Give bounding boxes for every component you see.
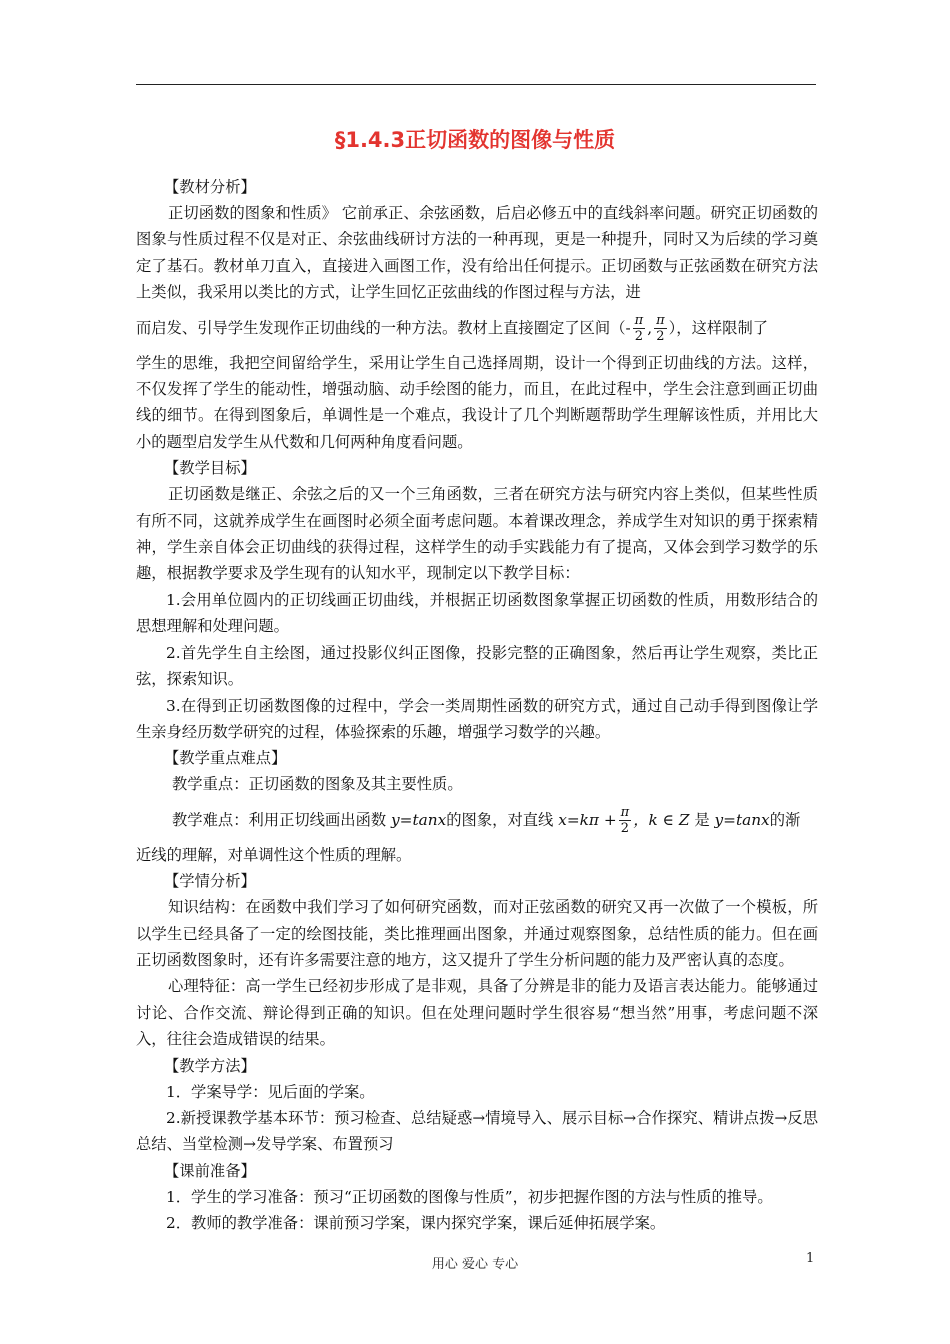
prep-item: 2．教师的教学准备：课前预习学案，课内探究学案，课后延伸拓展学案。 <box>166 1214 666 1233</box>
difficulty-text: 是 <box>689 810 715 829</box>
fraction-numerator: π <box>620 805 630 821</box>
prep-item: 1．学生的学习准备：预习“正切函数的图像与性质”，初步把握作图的方法与性质的推导。 <box>166 1187 773 1206</box>
analysis-paragraph: 正切函数的图象和性质》 它前承正、余弦函数，后启必修五中的直线斜率问题。研究正切函数的图象与性质过程不仅是对正、余弦曲线研讨方法的一种再现，更是一种提升，同时又为后续的学习奠定了基石。教材单刀直入，直接进入画图工作，没有给出任何提示。正切函数与正弦函数在研究方法上类似，我采用以类比的方式，让学生回忆正弦曲线的作图过程与方法，进 <box>136 204 818 302</box>
k-integer-set: ，k ∈ Z <box>633 810 690 829</box>
fraction-pi-over-2 <box>619 805 632 836</box>
asymptote-equation: x=kπ + <box>558 810 617 829</box>
page-number: 1 <box>806 1251 815 1266</box>
teaching-focus: 教学重点：正切函数的图象及其主要性质。 <box>172 775 463 794</box>
psychological-traits: 心理特征：高一学生已经初步形成了是非观，具备了分辨是非的能力及语言表达能力。能够通过讨论、合作交流、辩论得到正确的知识。但在处理问题时学生很容易“想当然”用事，考虑问题不深入，往往会造成错误的结果。 <box>136 977 818 1049</box>
section-heading-methods: 【教学方法】 <box>164 1056 256 1075</box>
fraction-numerator: π <box>656 313 665 329</box>
goal-item: 1.会用单位圆内的正切线画正切曲线，并根据正切函数图象掌握正切函数的性质，用数形结合的思想理解和处理问题。 <box>136 590 818 636</box>
goals-intro: 正切函数是继正、余弦之后的又一个三角函数，三者在研究方法与研究内容上类似，但某些性质有所不同，这就养成学生在画图时必须全面考虑问题。本着课改理念，养成学生对知识的勇于探索精神，学生亲自体会正切曲线的获得过程，这样学生的动手实践能力有了提高，又体会到学习数学的乐趣，根据教学要求及学生现有的认知水平，现制定以下教学目标： <box>136 485 818 583</box>
knowledge-structure: 知识结构：在函数中我们学习了如何研究函数，而对正弦函数的研究又再一次做了一个模板，所以学生已经具备了一定的绘图技能，类比推理画出图象，并通过观察图象，总结性质的能力。但在画正切函数图象时，还有许多需要注意的地方，这又提升了学生分析问题的能力及严密认真的态度。 <box>136 898 818 969</box>
document-body <box>136 174 818 1237</box>
fraction-pi-over-2 <box>654 313 667 344</box>
interval-text-before: 而启发、引导学生发现作正切曲线的一种方法。教材上直接圈定了区间（- <box>136 318 631 337</box>
interval-text-after: ），这样限制了 <box>668 318 769 337</box>
section-heading-student-analysis: 【学情分析】 <box>164 872 256 891</box>
teaching-difficulty-cont: 近线的理解，对单调性这个性质的理解。 <box>136 845 412 864</box>
difficulty-text: 教学难点：利用正切线画出函数 <box>172 810 392 829</box>
page-footer: 用心 爱心 专心 <box>431 1257 519 1272</box>
section-heading-analysis: 【教材分析】 <box>164 178 256 196</box>
fraction-pi-over-2 <box>633 313 646 344</box>
method-item: 1．学案导学：见后面的学案。 <box>166 1082 375 1101</box>
tan-function: y=tanx <box>391 810 447 829</box>
section-heading-key-points: 【教学重点难点】 <box>164 749 287 768</box>
fraction-denominator: 2 <box>634 329 644 345</box>
fraction-numerator: π <box>634 313 644 329</box>
difficulty-text: 的图象，对直线 <box>446 810 559 829</box>
tan-function: y=tanx <box>714 810 770 829</box>
analysis-paragraph-cont: 学生的思维，我把空间留给学生，采用让学生自己选择周期，设计一个得到正切曲线的方法。这样，不仅发挥了学生的能动性，增强动脑、动手绘图的能力，而且，在此过程中，学生会注意到画正切曲线的细节。在得到图象后，单调性是一个难点，我设计了几个判断题帮助学生理解该性质，并用比大小的题型启发学生从代数和几何两种角度看问题。 <box>136 353 818 451</box>
teaching-difficulty <box>136 798 818 842</box>
section-heading-goals: 【教学目标】 <box>164 459 256 478</box>
header-rule <box>136 84 816 85</box>
analysis-interval-line: 而启发、引导学生发现作正切曲线的一种方法。教材上直接圈定了区间（- $\frac{\pi}{2}$ , $\frac{\pi}{2}$ ），这样限制了 <box>136 313 769 345</box>
method-item: 2.新授课教学基本环节：预习检查、总结疑惑→情境导入、展示目标→合作探究、精讲点拨→反思总结、当堂检测→发导学案、布置预习 <box>136 1108 818 1154</box>
section-heading-prep: 【课前准备】 <box>164 1161 256 1180</box>
goal-item: 2.首先学生自主绘图，通过投影仪纠正图像，投影完整的正确图象，然后再让学生观察，类比正弦，探索知识。 <box>136 643 818 689</box>
page-title: §1.4.3正切函数的图像与性质 <box>334 128 616 152</box>
fraction-denominator: 2 <box>620 821 630 837</box>
goal-item: 3.在得到正切函数图像的过程中，学会一类周期性函数的研究方式，通过自己动手得到图像让学生亲身经历数学研究的过程，体验探索的乐趣，增强学习数学的兴趣。 <box>136 696 818 741</box>
difficulty-text: 的渐 <box>769 810 801 829</box>
fraction-denominator: 2 <box>656 329 665 345</box>
